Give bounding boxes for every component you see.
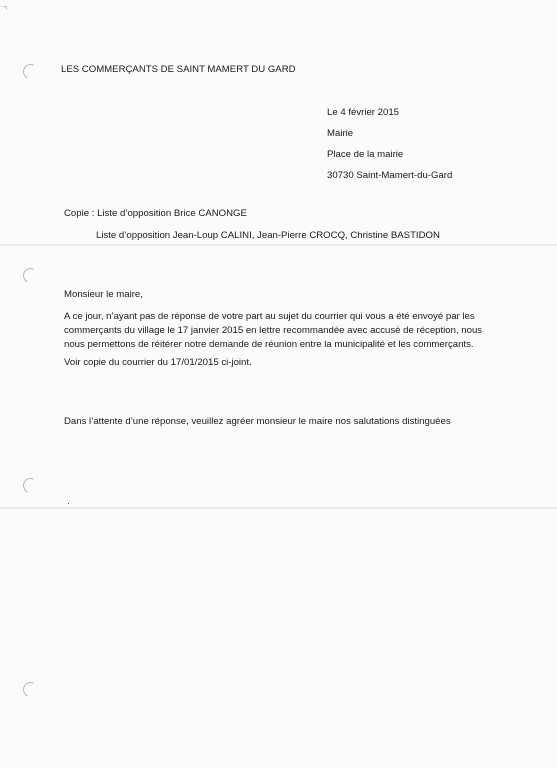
sender-heading: LES COMMERÇANTS DE SAINT MAMERT DU GARD [61, 64, 296, 75]
recipient-line: Place de la mairie [327, 149, 404, 160]
salutation: Monsieur le maire, [64, 289, 143, 300]
punch-hole [21, 476, 40, 495]
punch-hole [21, 62, 40, 81]
copy-line: Copie : Liste d’opposition Brice CANONGE [64, 208, 247, 219]
punch-hole [21, 680, 40, 699]
closing-formula: Dans l’attente d’une réponse, veuillez agréer monsieur le maire nos salutations distinguées [64, 416, 451, 427]
recipient-line: 30730 Saint-Mamert-du-Gard [327, 170, 453, 181]
body-paragraph: A ce jour, n’ayant pas de réponse de votre part au sujet du courrier qui vous a été envoyé par les commerçants du village le 17 janvier 2015 en lettre recommandée avec accusé de réception, nous nous permettons de réitérer notre demande de réunion entre la municipalité et les commerçants. [64, 311, 483, 350]
punch-hole [21, 266, 40, 285]
corner-mark: ¬ [2, 2, 8, 12]
copy-line: Liste d’opposition Jean-Loup CALINI, Jean-Pierre CROCQ, Christine BASTIDON [96, 230, 440, 241]
recipient-line: Mairie [327, 128, 354, 139]
fold-line [0, 507, 557, 509]
fold-line [0, 244, 557, 246]
attachment-note: Voir copie du courrier du 17/01/2015 ci-joint. [64, 357, 252, 368]
scan-speck [68, 503, 69, 504]
letter-date: Le 4 février 2015 [327, 107, 399, 118]
